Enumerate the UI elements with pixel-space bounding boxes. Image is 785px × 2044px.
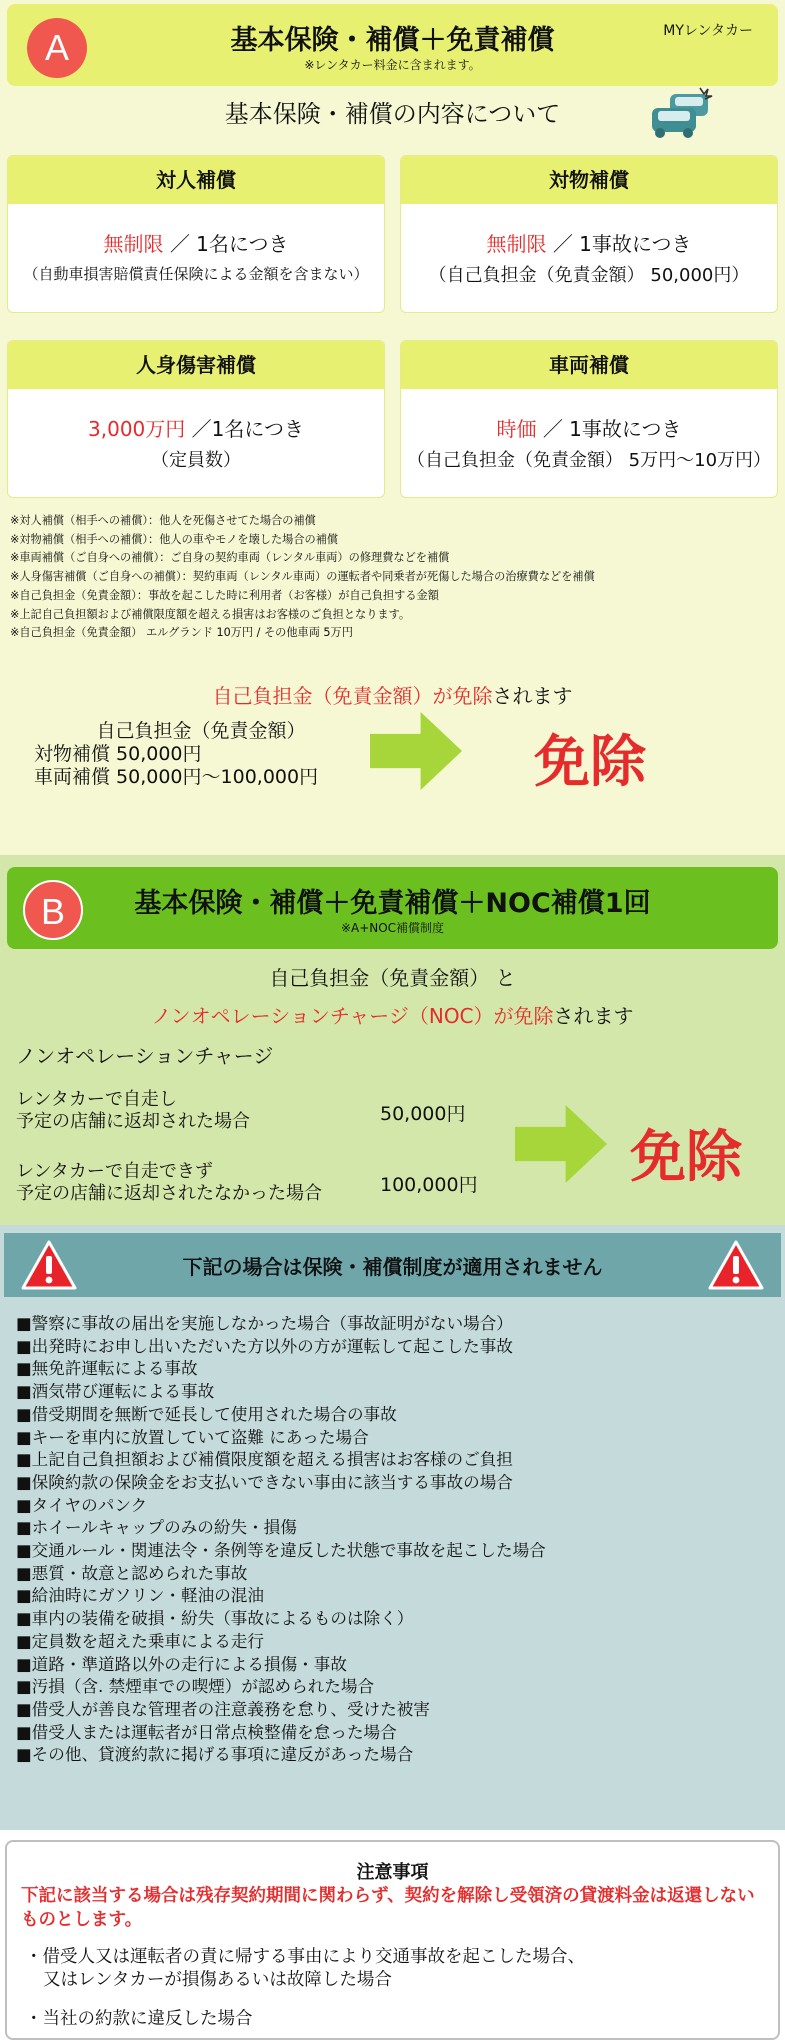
- card-rest: ／ 1名につき: [169, 232, 289, 256]
- card-highlight: 無制限: [486, 232, 547, 256]
- card-bodily-injury: [7, 155, 385, 313]
- footnote: ※上記自己負担額および補償限度額を超える損害はお客様のご負担となります。: [10, 607, 411, 621]
- plan-a-title: 基本保険・補償＋免責補償: [230, 25, 555, 56]
- exempt-statement: [0, 680, 785, 709]
- plan-a-section: [0, 0, 785, 855]
- exclusion-item: ■その他、貸渡約款に掲げる事項に違反があった場合: [16, 1745, 414, 1765]
- card-rest: ／ 1事故につき: [552, 232, 692, 256]
- card-vehicle: [400, 340, 778, 498]
- card-property-damage: [400, 155, 778, 313]
- deductible-title: 自己負担金（免責金額）: [96, 720, 306, 742]
- card-personal-injury: [7, 340, 385, 498]
- deductible-block: [34, 720, 318, 789]
- exempt-label: 免除: [534, 730, 646, 795]
- plan-a-badge: A: [27, 18, 87, 78]
- noc-exempt-highlight: ノンオペレーションチャージ（NOC）が免除: [151, 1004, 554, 1028]
- footnote: ※人身傷害補償（ご自身への補償）：契約車両（レンタル車両）の運転者や同乗者が死傷した場合の治療費などを補償: [10, 570, 595, 584]
- exempt-rest: されます: [492, 684, 573, 708]
- noc-case-text: レンタカーで自走し: [16, 1089, 177, 1110]
- noc-case-text: 予定の店舗に返却されたなかった場合: [16, 1183, 322, 1204]
- exclusion-item: ■出発時にお申し出いただいた方以外の方が運転して起こした事故: [16, 1336, 513, 1356]
- footnote: ※自己負担金（免責金額） エルグランド 10万円 / その他車両 5万円: [10, 626, 353, 640]
- card-detail: （自動車損害賠償責任保険による金額を含まない）: [23, 265, 369, 283]
- plan-b-header: [7, 867, 778, 949]
- exclusion-item: ■無免許運転による事故: [16, 1359, 198, 1379]
- plan-b-line1: 自己負担金（免責金額） と: [269, 966, 516, 990]
- exclusion-item: ■交通ルール・関連法令・条例等を違反した状態で事故を起こした場合: [16, 1541, 546, 1561]
- noc-case-2-amount: 100,000円: [380, 1174, 478, 1196]
- exclusion-item: ■汚損（含. 禁煙車での喫煙）が認められた場合: [16, 1677, 375, 1697]
- brand-label: MYレンタカー: [663, 23, 753, 39]
- plan-b-note: ※A+NOC補償制度: [340, 921, 445, 935]
- notice-section: [5, 1840, 780, 2040]
- arrow-right-icon: [515, 1105, 607, 1183]
- deductible-line: 車両補償 50,000円〜100,000円: [34, 766, 319, 788]
- deductible-line: 対物補償 50,000円: [34, 743, 202, 765]
- plan-b-title: 基本保険・補償＋免責補償＋NOC補償1回: [134, 888, 651, 919]
- card-main-line: [401, 228, 777, 257]
- exclusion-item: ■借受人または運転者が日常点検整備を怠った場合: [16, 1722, 397, 1742]
- exclusion-item: ■保険約款の保険金をお支払いできない事由に該当する事故の場合: [16, 1472, 513, 1492]
- footnotes: [10, 512, 595, 643]
- exclusion-item: ■上記自己負担額および補償限度額を超える損害はお客様のご負担: [16, 1450, 513, 1470]
- exclusions-title: 下記の場合は保険・補償制度が適用されません: [182, 1255, 603, 1279]
- exclusion-item: ■キーを車内に放置していて盗難 にあった場合: [16, 1427, 369, 1447]
- card-header: 車両補償: [401, 341, 777, 389]
- exclusions-section: [0, 1225, 785, 1830]
- exclusion-item: ■タイヤのパンク: [16, 1495, 148, 1515]
- noc-case-1-amount: 50,000円: [380, 1103, 466, 1125]
- exclusion-item: ■借受期間を無断で延長して使用された場合の事故: [16, 1404, 397, 1424]
- card-rest: ／ 1事故につき: [542, 417, 682, 441]
- coverage-subtitle: 基本保険・補償の内容について: [224, 100, 561, 128]
- noc-exempt-rest: されます: [553, 1004, 634, 1028]
- exclusion-item: ■定員数を超えた乗車による走行: [16, 1631, 264, 1651]
- arrow-right-icon: [370, 712, 462, 790]
- card-detail: （自己負担金（免責金額） 5万円〜10万円）: [406, 450, 772, 471]
- notice-title: 注意事項: [356, 1862, 429, 1883]
- plan-b-line2: [0, 1000, 785, 1029]
- plan-b-badge: B: [23, 880, 83, 940]
- exclusion-item: ■ホイールキャップのみの紛失・損傷: [16, 1518, 297, 1538]
- exclusion-item: ■道路・準道路以外の走行による損傷・事故: [16, 1654, 347, 1674]
- notice-item-text: 又はレンタカーが損傷あるいは故障した場合: [43, 1970, 392, 1990]
- noc-case-2: [16, 1161, 322, 1205]
- notice-warning-text: 下記に該当する場合は残存契約期間に関わらず、契約を解除し受領済の貸渡料金は返還しないものとします。: [21, 1886, 755, 1930]
- notice-item-text: ・借受人又は運転者の責に帰する事由により交通事故を起こした場合、: [25, 1947, 585, 1967]
- card-detail: （定員数）: [151, 450, 241, 471]
- exclusion-item: ■借受人が善良な管理者の注意義務を怠り、受けた被害: [16, 1699, 430, 1719]
- footnote: ※対物補償（相手への補償）：他人の車やモノを壊した場合の補償: [10, 532, 339, 546]
- exclusion-item: ■警察に事故の届出を実施しなかった場合（事故証明がない場合）: [16, 1314, 513, 1333]
- footnote: ※自己負担金（免責金額）：事故を起こした時に利用者（お客様）が自己負担する金額: [10, 588, 439, 602]
- card-highlight: 3,000万円: [88, 417, 186, 441]
- card-header: 対人補償: [8, 156, 384, 204]
- noc-case-text: レンタカーで自走できず: [16, 1161, 213, 1182]
- exempt-label: 免除: [630, 1125, 742, 1190]
- card-main-line: [8, 228, 384, 257]
- card-detail: （自己負担金（免責金額） 50,000円）: [428, 265, 750, 286]
- exclusion-item: ■悪質・故意と認められた事故: [16, 1563, 248, 1583]
- noc-case-text: 予定の店舗に返却された場合: [16, 1111, 250, 1132]
- exclusion-item: ■給油時にガソリン・軽油の混油: [16, 1586, 264, 1606]
- car-accident-icon: [648, 86, 716, 144]
- plan-b-section: [0, 855, 785, 1225]
- exclusion-item: ■車内の装備を破損・紛失（事故によるものは除く）: [16, 1609, 414, 1629]
- card-highlight: 時価: [496, 417, 537, 441]
- exclusion-item: ■酒気帯び運転による事故: [16, 1382, 215, 1402]
- card-header: 対物補償: [401, 156, 777, 204]
- exclusions-list: [16, 1313, 546, 1767]
- card-main-line: [401, 413, 777, 442]
- noc-title: ノンオペレーションチャージ: [16, 1044, 274, 1068]
- exempt-highlight: 自己負担金（免責金額）が免除: [212, 684, 493, 708]
- warning-icon: [707, 1239, 765, 1291]
- notice-item-1: [25, 1946, 585, 1992]
- exclusions-header: [4, 1233, 781, 1297]
- footnote: ※対人補償（相手への補償）：他人を死傷させてた場合の補償: [10, 514, 316, 527]
- card-header: 人身傷害補償: [8, 341, 384, 389]
- card-rest: ／1名につき: [191, 417, 304, 441]
- noc-case-1: [16, 1089, 250, 1133]
- card-main-line: [8, 413, 384, 442]
- plan-a-note: ※レンタカー料金に含まれます。: [304, 58, 481, 72]
- card-highlight: 無制限: [103, 232, 164, 256]
- footnote: ※車両補償（ご自身への補償）：ご自身の契約車両（レンタル車両）の修理費などを補償: [10, 551, 450, 565]
- notice-item-2: ・当社の約款に違反した場合: [25, 2009, 253, 2029]
- plan-a-header: [7, 4, 778, 86]
